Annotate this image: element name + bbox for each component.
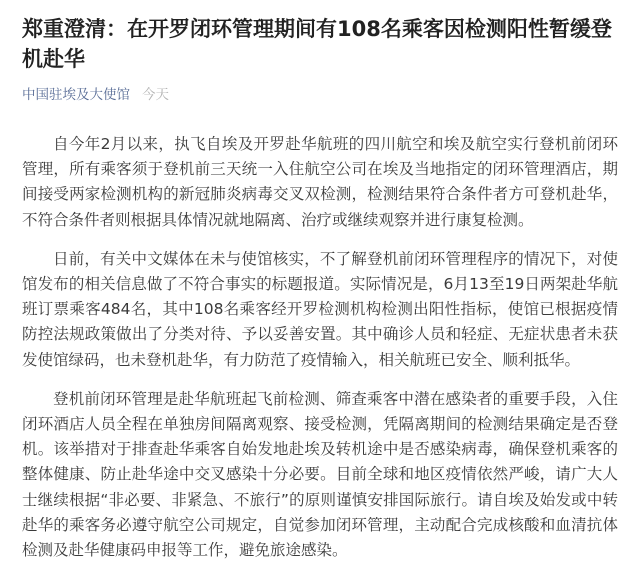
paragraph: 自今年2月以来，执飞自埃及开罗赴华航班的四川航空和埃及航空实行登机前闭环管理，所有乘客须于登机前三天统一入住航空公司在埃及当地指定的闭环管理酒店，期间接受两家检测机构的新冠肺炎病毒交叉双检测，检测结果符合条件者方可登机赴华，不符合条件者则根据具体情况就地隔离、治疗或继续观察并进行康复检测。 [22, 135, 618, 229]
article-title: 郑重澄清：在开罗闭环管理期间有108名乘客因检测阳性暂缓登机赴华 [22, 17, 612, 71]
article-meta [22, 86, 618, 104]
account-name-link[interactable]: 中国驻埃及大使馆 [22, 87, 130, 103]
article-body [22, 132, 618, 563]
publish-time: 今天 [142, 87, 169, 103]
paragraph: 日前，有关中文媒体在未与使馆核实，不了解登机前闭环管理程序的情况下，对使馆发布的相关信息做了不符合事实的标题报道。实际情况是，6月13至19日两架赴华航班订票乘客484名，其中108名乘客经开罗检测机构检测出阳性指标，使馆已根据疫情防控法规政策做出了分类对待、予以妥善安置。其中确诊人员和轻症、无症状患者未获发使馆绿码，也未登机赴华，有力防范了疫情输入，相关航班已安全、顺利抵华。 [22, 249, 618, 369]
paragraph: 登机前闭环管理是赴华航班起飞前检测、筛查乘客中潜在感染者的重要手段，入住闭环酒店人员全程在单独房间隔离观察、接受检测，凭隔离期间的检测结果确定是否登机。该举措对于排查赴华乘客自始发地赴埃及转机途中是否感染病毒，确保登机乘客的整体健康、防止赴华途中交叉感染十分必要。目前全球和地区疫情依然严峻，请广大人士继续根据“非必要、非紧急、不旅行”的原则谨慎安排国际旅行。请自埃及始发或中转赴华的乘客务必遵守航空公司规定，自觉参加闭环管理，主动配合完成核酸和血清抗体检测及赴华健康码申报等工作，避免旅途感染。 [22, 389, 618, 560]
